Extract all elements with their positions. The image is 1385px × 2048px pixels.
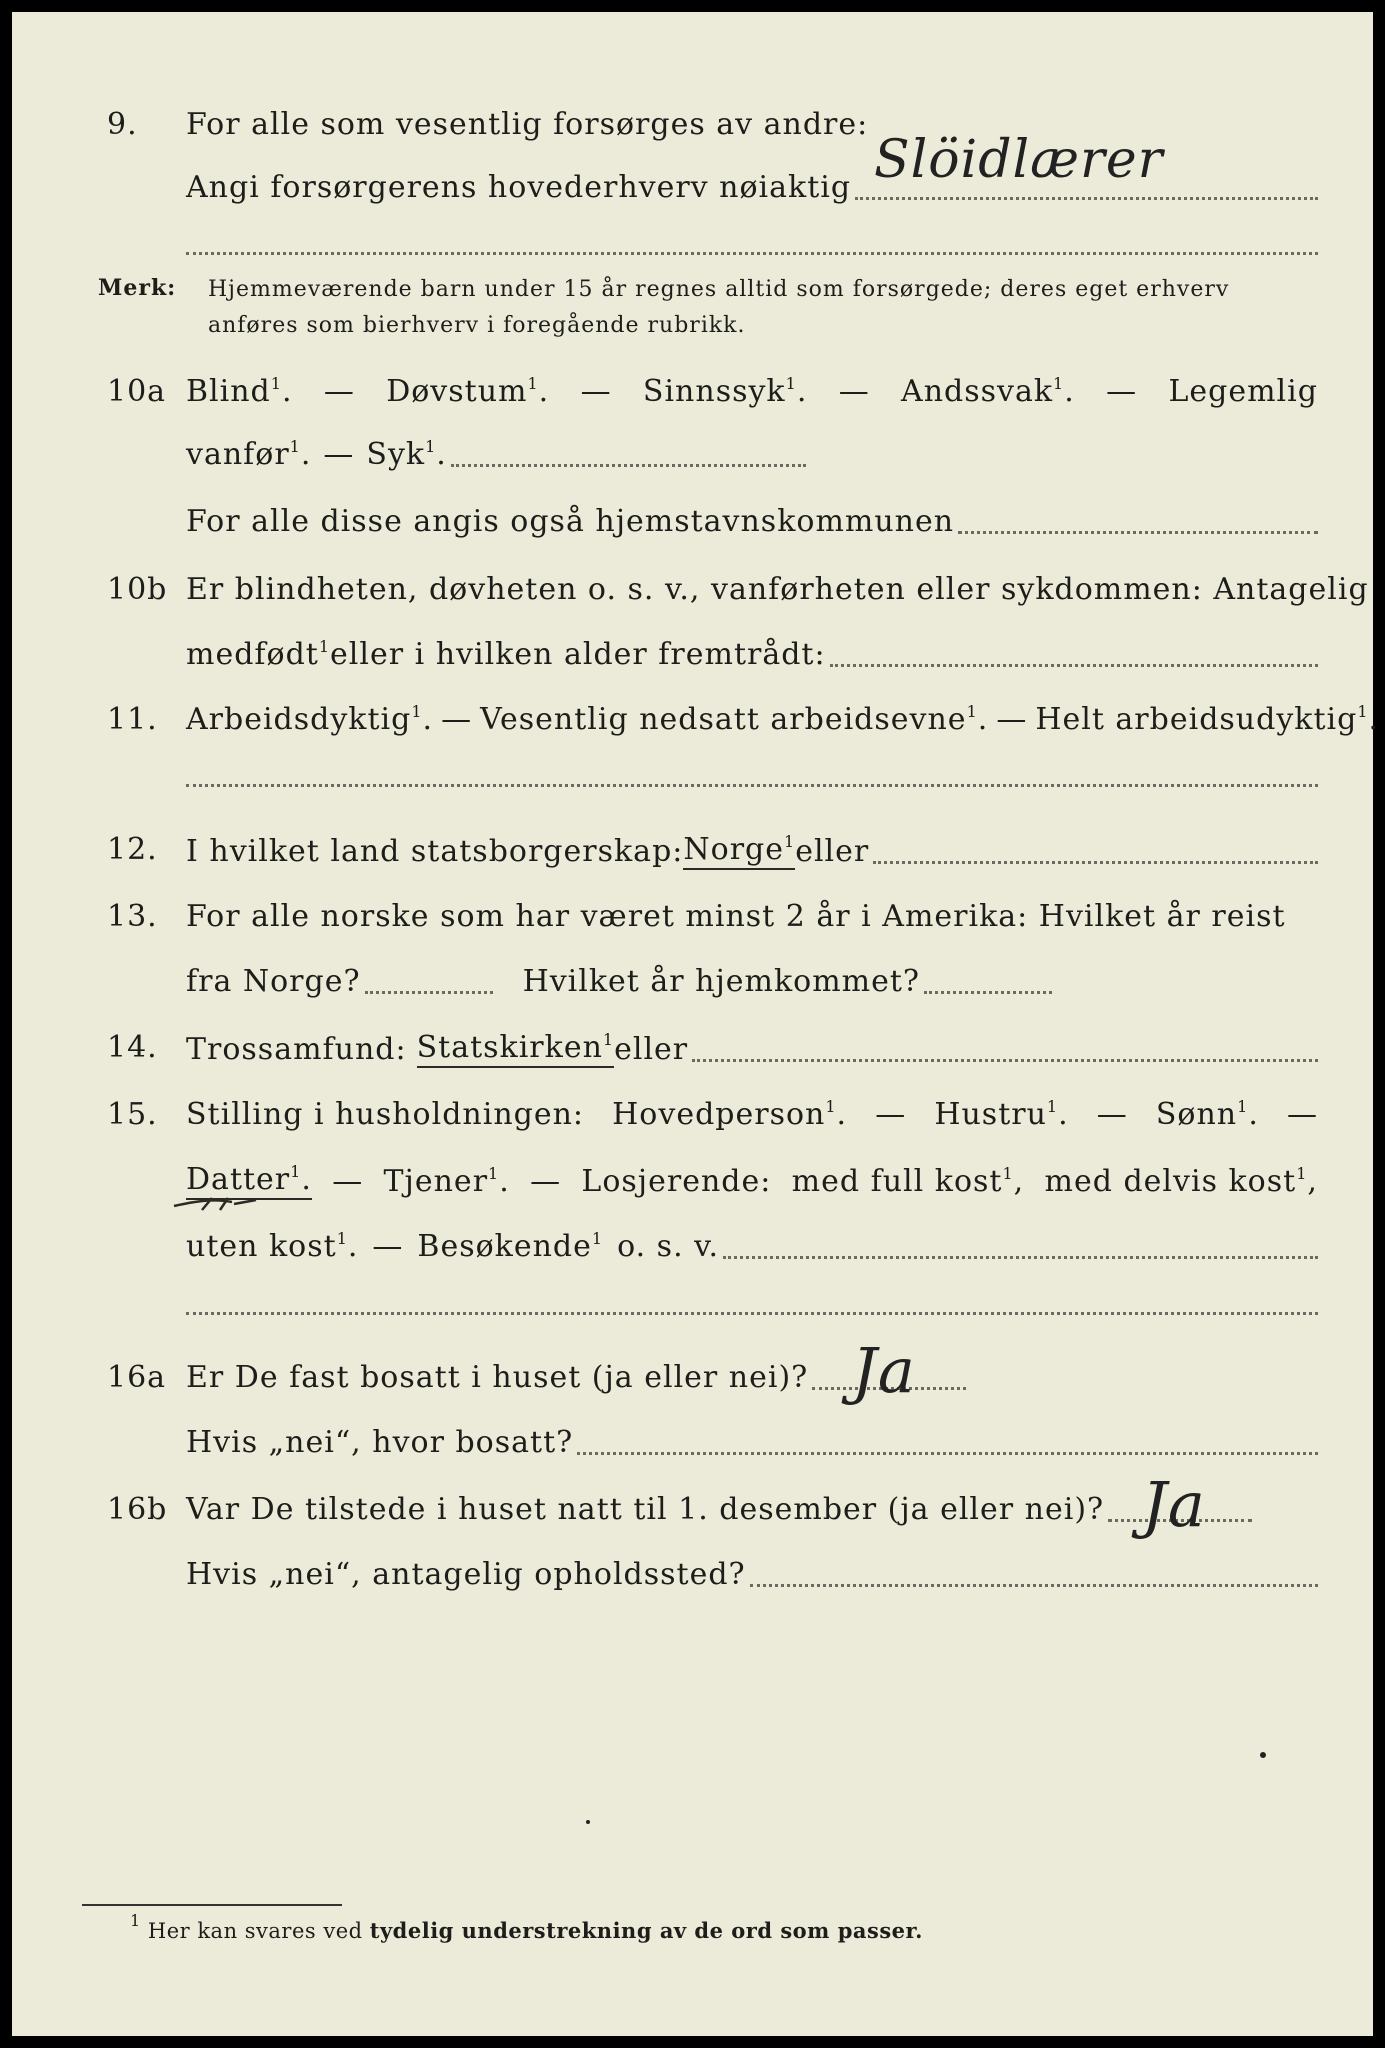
q13-hjemkommet-line[interactable] <box>924 991 1052 994</box>
q11-nedsatt[interactable]: Vesentlig nedsatt arbeidsevne$^1$. <box>480 702 989 737</box>
q15-hustru[interactable]: Hustru$^1$. <box>934 1097 1069 1132</box>
q10b-medfodt[interactable]: medfødt$^1$ <box>186 637 331 672</box>
q15-line2 <box>186 1162 1318 1200</box>
q16a-handwritten-answer: Ja <box>852 1334 916 1407</box>
q15-tjener[interactable]: Tjener$^1$. <box>383 1164 510 1199</box>
q14-statskirken[interactable]: Statskirken$^1$ <box>417 1030 615 1068</box>
q15-line3 <box>186 1229 1318 1265</box>
dash: — <box>332 1164 364 1199</box>
dash: — <box>372 1229 404 1264</box>
q10a-line3-label: For alle disse angis også hjemstavnskommunen <box>186 504 955 539</box>
q9-extra-line[interactable] <box>186 252 1318 255</box>
q15-extra-line[interactable] <box>186 1312 1318 1315</box>
q11-line1 <box>186 702 1379 738</box>
q16a-line1 <box>186 1360 966 1396</box>
footnote-mark: 1 <box>130 1911 141 1930</box>
ink-spot <box>586 1820 590 1824</box>
q13-hjemkommet-label: Hvilket år hjemkommet? <box>522 964 921 999</box>
q15-number: 15. <box>107 1097 158 1132</box>
q14-answer-line[interactable] <box>692 1059 1318 1062</box>
q14-label: Trossamfund: <box>186 1032 407 1067</box>
q16a-line2 <box>186 1425 1318 1461</box>
q10a-syk-line[interactable] <box>451 464 806 467</box>
q10a-syk[interactable]: Syk$^1$. <box>366 437 447 472</box>
q15-label: Stilling i husholdningen: <box>186 1097 585 1132</box>
footnote-text-b: tydelig understrekning av de ord som passer. <box>369 1918 923 1943</box>
q15-osv: o. s. v. <box>617 1229 720 1264</box>
q11-arbeidsdyktig[interactable]: Arbeidsdyktig$^1$. <box>186 702 434 737</box>
q10a-line1 <box>186 374 1318 410</box>
q13-line1: For alle norske som har været minst 2 år i Amerika: Hvilket år reist <box>186 899 1286 934</box>
q15-sonn[interactable]: Sønn$^1$. <box>1155 1097 1259 1132</box>
dash: — <box>323 437 355 472</box>
q15-answer-line[interactable] <box>723 1256 1318 1259</box>
q10a-andssvak[interactable]: Andssvak$^1$. <box>901 374 1075 409</box>
q10a-line2 <box>186 437 806 473</box>
dash: — <box>996 702 1028 737</box>
q12-norge[interactable]: Norge$^1$ <box>683 832 795 870</box>
ink-spot <box>1260 1752 1266 1758</box>
q10a-sinnssyk[interactable]: Sinnssyk$^1$. <box>642 374 808 409</box>
merk-line2: anføres som bierhverv i foregående rubrikk. <box>208 313 746 338</box>
footnote-text-a: Her kan svares ved <box>147 1919 370 1943</box>
q13-number: 13. <box>107 899 158 934</box>
q16b-label: Var De tilstede i huset natt til 1. desember (ja eller nei)? <box>186 1492 1105 1527</box>
q10b-answer-line[interactable] <box>830 664 1318 667</box>
q9-number: 9. <box>107 107 138 142</box>
q10a-blind[interactable]: Blind$^1$. <box>186 374 293 409</box>
dash: — <box>580 374 612 409</box>
q10b-line1: Er blindheten, døvheten o. s. v., vanførheten eller sykdommen: Antagelig <box>186 572 1369 607</box>
q9-line2-label: Angi forsørgerens hovederhverv nøiaktig <box>186 170 852 205</box>
dash: — <box>838 374 870 409</box>
q16a-hvor-label: Hvis „nei“, hvor bosatt? <box>186 1425 574 1460</box>
q13-reist-label: fra Norge? <box>186 964 361 999</box>
q14-number: 14. <box>107 1030 158 1065</box>
q15-line1 <box>186 1097 1318 1133</box>
q12-number: 12. <box>107 832 158 867</box>
q11-udyktig[interactable]: Helt arbeidsudyktig$^1$. <box>1035 702 1380 737</box>
q16b-number: 16b <box>107 1492 168 1527</box>
merk-label: Merk: <box>98 275 177 301</box>
q10a-dovstum[interactable]: Døvstum$^1$. <box>386 374 550 409</box>
q15-besokende[interactable]: Besøkende$^1$ <box>417 1229 604 1264</box>
q12-label: I hvilket land statsborgerskap: <box>186 834 684 869</box>
dash: — <box>530 1164 562 1199</box>
dash: — <box>323 374 355 409</box>
q10a-number: 10a <box>107 374 167 409</box>
q10a-vanfor[interactable]: vanfør$^1$. <box>186 437 312 472</box>
q16a-hvor-line[interactable] <box>577 1452 1318 1455</box>
q10b-line2 <box>186 637 1318 673</box>
q15-uten-kost[interactable]: uten kost$^1$. <box>186 1229 359 1264</box>
q16b-handwritten-answer: Ja <box>1142 1468 1206 1541</box>
q16b-line2 <box>186 1557 1318 1593</box>
q9-answer-line[interactable] <box>855 197 1318 200</box>
q13-reist-line[interactable] <box>365 991 493 994</box>
q11-extra-line[interactable] <box>186 784 1318 787</box>
q13-line2 <box>186 964 1052 1000</box>
q16b-opholdssted-line[interactable] <box>750 1584 1318 1587</box>
datter-underline-scribble <box>172 1192 262 1214</box>
q12-line <box>186 832 1318 870</box>
dash: — <box>1096 1097 1128 1132</box>
q12-eller: eller <box>795 834 870 869</box>
q15-hovedperson[interactable]: Hovedperson$^1$. <box>612 1097 848 1132</box>
q16a-number: 16a <box>107 1360 167 1395</box>
q12-answer-line[interactable] <box>873 861 1318 864</box>
q15-datter[interactable]: Datter$^1$. <box>186 1162 312 1200</box>
merk-line1: Hjemmeværende barn under 15 år regnes alltid som forsørgede; deres eget erhverv <box>208 277 1230 302</box>
q14-line <box>186 1030 1318 1068</box>
dash: — <box>1286 1097 1318 1132</box>
dash: — <box>875 1097 907 1132</box>
dash: — <box>1106 374 1138 409</box>
q10b-number: 10b <box>107 572 168 607</box>
q9-line1: For alle som vesentlig forsørges av andre: <box>186 107 869 142</box>
q10b-line2-label: eller i hvilken alder fremtrådt: <box>330 637 826 672</box>
q9-handwritten-answer: Slöidlærer <box>874 130 1164 190</box>
q10a-kommune-line[interactable] <box>958 531 1318 534</box>
footnote <box>130 1911 923 1943</box>
q15-full-kost[interactable]: med full kost$^1$, <box>791 1164 1025 1199</box>
q10a-line3 <box>186 504 1318 540</box>
census-form-page <box>12 12 1380 2036</box>
q15-losjerende: Losjerende: <box>581 1164 772 1199</box>
q15-delvis-kost[interactable]: med delvis kost$^1$, <box>1044 1164 1318 1199</box>
q16b-opholdssted-label: Hvis „nei“, antagelig opholdssted? <box>186 1557 746 1592</box>
dash: — <box>441 702 473 737</box>
q14-eller: eller <box>614 1032 689 1067</box>
q16a-label: Er De fast bosatt i huset (ja eller nei)? <box>186 1360 809 1395</box>
q16b-line1 <box>186 1492 1252 1528</box>
q10a-legemlig[interactable]: Legemlig <box>1168 374 1318 409</box>
footnote-rule <box>82 1904 342 1906</box>
q11-number: 11. <box>107 702 158 737</box>
